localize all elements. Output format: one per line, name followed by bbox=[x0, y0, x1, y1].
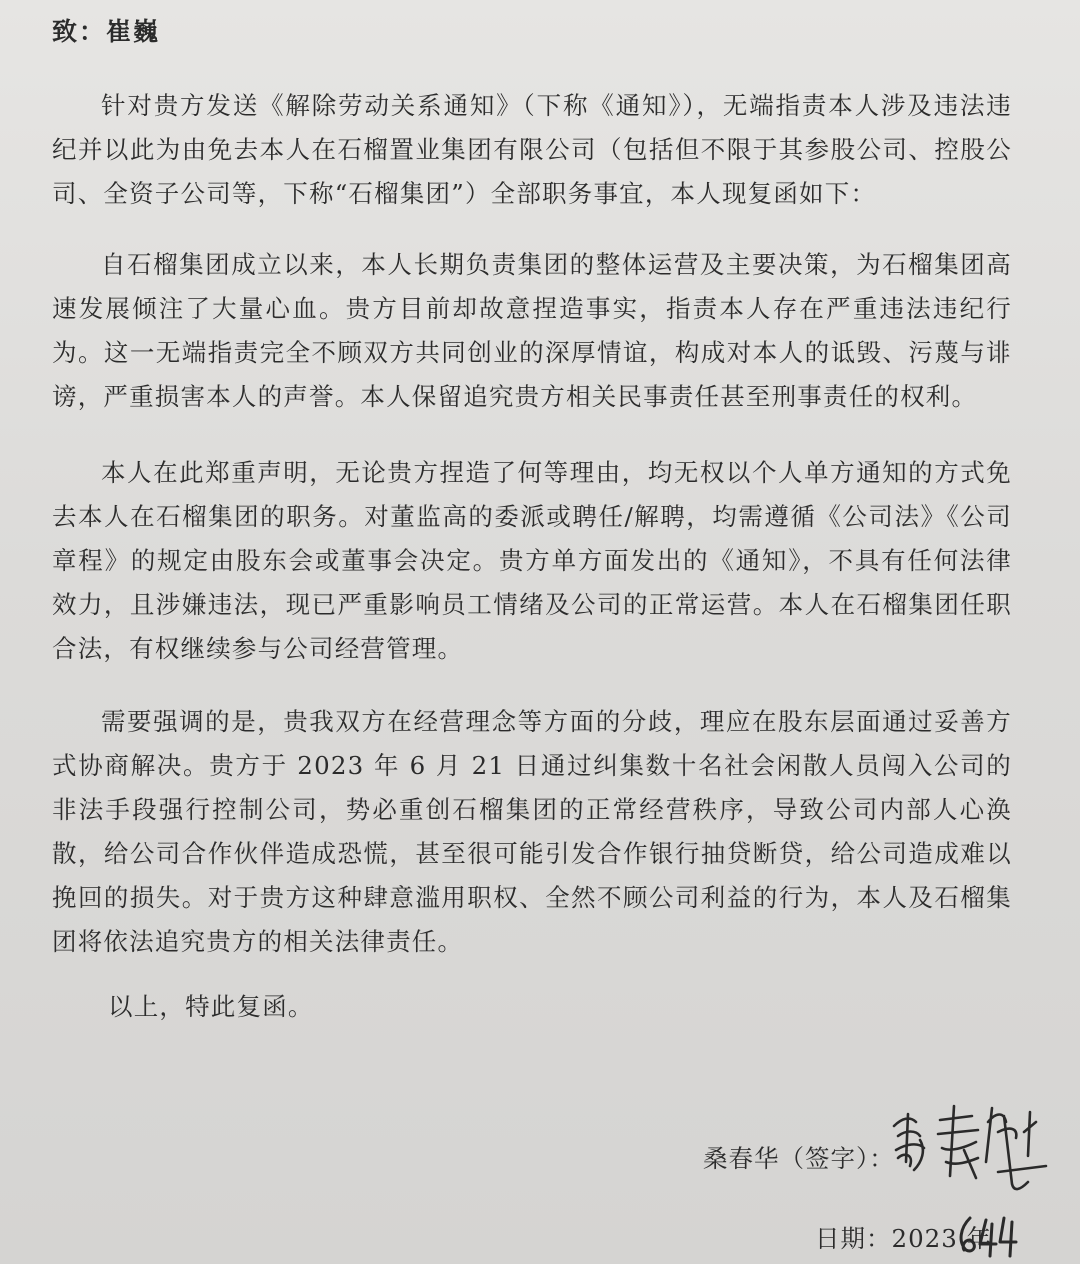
paragraph-2: 自石榴集团成立以来，本人长期负责集团的整体运营及主要决策，为石榴集团高速发展倾注了大量心血。贵方目前却故意捏造事实，指责本人存在严重违法违纪行为。这一无端指责完全不顾双方共同创业的深厚情谊，构成对本人的诋毁、污蔑与诽谤，严重损害本人的声誉。本人保留追究贵方相关民事责任甚至刑事责任的权利。 bbox=[52, 250, 1012, 411]
paragraph-4: 需要强调的是，贵我双方在经营理念等方面的分歧，理应在股东层面通过妥善方式协商解决。贵方于 2023 年 6 月 21 日通过纠集数十名社会闲散人员闯入公司的非法手段强行控制公司，势必重创石榴集团的正常经营秩序，导致公司内部人心涣散，给公司合作伙伴造成恐慌，甚至很可能引发合作银行抽贷断贷，给公司造成难以挽回的损失。对于贵方这种肆意滥用职权、全然不顾公司利益的行为，本人及石榴集团将依法追究贵方的相关法律责任。 bbox=[52, 707, 1012, 956]
date-label: 日期：2023 年 bbox=[815, 1224, 993, 1253]
paragraph-1: 针对贵方发送《解除劳动关系通知》（下称《通知》），无端指责本人涉及违法违纪并以此为由免去本人在石榴置业集团有限公司（包括但不限于其参股公司、控股公司、全资子公司等，下称“石榴集团”）全部职务事宜，本人现复函如下： bbox=[52, 91, 1012, 208]
handwritten-signature bbox=[880, 1092, 1050, 1202]
salutation: 致：崔巍 bbox=[52, 17, 161, 46]
signature-label: 桑春华（签字）： bbox=[703, 1144, 895, 1173]
handwritten-date bbox=[950, 1210, 1030, 1260]
paragraph-3: 本人在此郑重声明，无论贵方捏造了何等理由，均无权以个人单方通知的方式免去本人在石榴集团的职务。对董监高的委派或聘任/解聘，均需遵循《公司法》《公司章程》的规定由股东会或董事会决定。贵方单方面发出的《通知》，不具有任何法律效力，且涉嫌违法，现已严重影响员工情绪及公司的正常运营。本人在石榴集团任职合法，有权继续参与公司经营管理。 bbox=[52, 458, 1012, 663]
closing-remark: 以上，特此复函。 bbox=[108, 992, 314, 1021]
